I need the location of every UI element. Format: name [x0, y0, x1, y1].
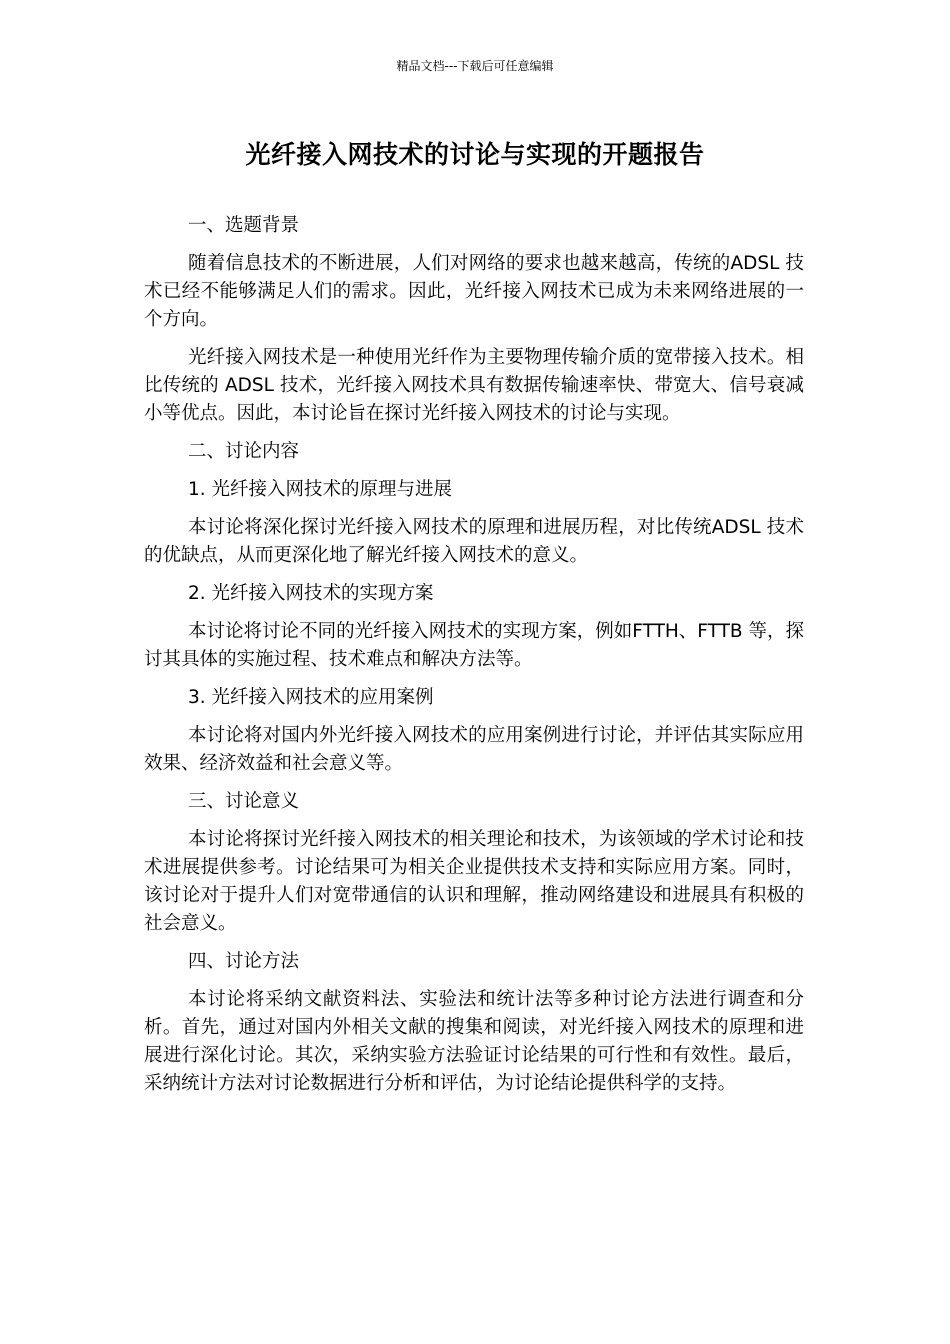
content-item-1-heading: 1. 光纤接入网技术的原理与进展: [188, 479, 453, 500]
section-heading-content: 二、讨论内容: [188, 441, 300, 462]
content-item-3-heading: 3. 光纤接入网技术的应用案例: [188, 687, 434, 708]
section-heading-method: 四、讨论方法: [188, 951, 300, 972]
section-heading-significance: 三、讨论意义: [188, 791, 300, 812]
document-title: 光纤接入网技术的讨论与实现的开题报告: [245, 140, 705, 169]
method-paragraph: 本讨论将采纳文献资料法、实验法和统计法等多种讨论方法进行调查和分析。首先，通过对国内外相关文献的搜集和阅读，对光纤接入网技术的原理和进展进行深化讨论。其次，采纳实验方法验证讨论结果的可行性和有效性。最后，采纳统计方法对讨论数据进行分析和评估，为讨论结论提供科学的支持。: [144, 989, 804, 1094]
document-body: [144, 212, 804, 1098]
background-paragraph-1: 随着信息技术的不断进展，人们对网络的要求也越来越高，传统的ADSL 技术已经不能够满足人们的需求。因此，光纤接入网技术已成为未来网络进展的一个方向。: [144, 253, 804, 330]
page-header: 精品文档---下载后可任意编辑: [396, 59, 554, 73]
significance-paragraph: 本讨论将探讨光纤接入网技术的相关理论和技术，为该领域的学术讨论和技术进展提供参考。讨论结果可为相关企业提供技术支持和实际应用方案。同时，该讨论对于提升人们对宽带通信的认识和理解，推动网络建设和进展具有积极的社会意义。: [144, 829, 804, 934]
content-item-3-text: 本讨论将对国内外光纤接入网技术的应用案例进行讨论，并评估其实际应用效果、经济效益和社会意义等。: [144, 725, 804, 774]
content-item-2-heading: 2. 光纤接入网技术的实现方案: [188, 583, 434, 604]
section-heading-background: 一、选题背景: [188, 215, 300, 236]
content-item-1-text: 本讨论将深化探讨光纤接入网技术的原理和进展历程，对比传统ADSL 技术的优缺点，从而更深化地了解光纤接入网技术的意义。: [144, 517, 804, 566]
content-item-2-text: 本讨论将讨论不同的光纤接入网技术的实现方案，例如FTTH、FTTB 等，探讨其具体的实施过程、技术难点和解决方法等。: [144, 621, 804, 670]
background-paragraph-2: 光纤接入网技术是一种使用光纤作为主要物理传输介质的宽带接入技术。相比传统的 ADSL 技术，光纤接入网技术具有数据传输速率快、带宽大、信号衰减小等优点。因此，本讨论旨在探讨光纤接入网技术的讨论与实现。: [144, 347, 804, 424]
